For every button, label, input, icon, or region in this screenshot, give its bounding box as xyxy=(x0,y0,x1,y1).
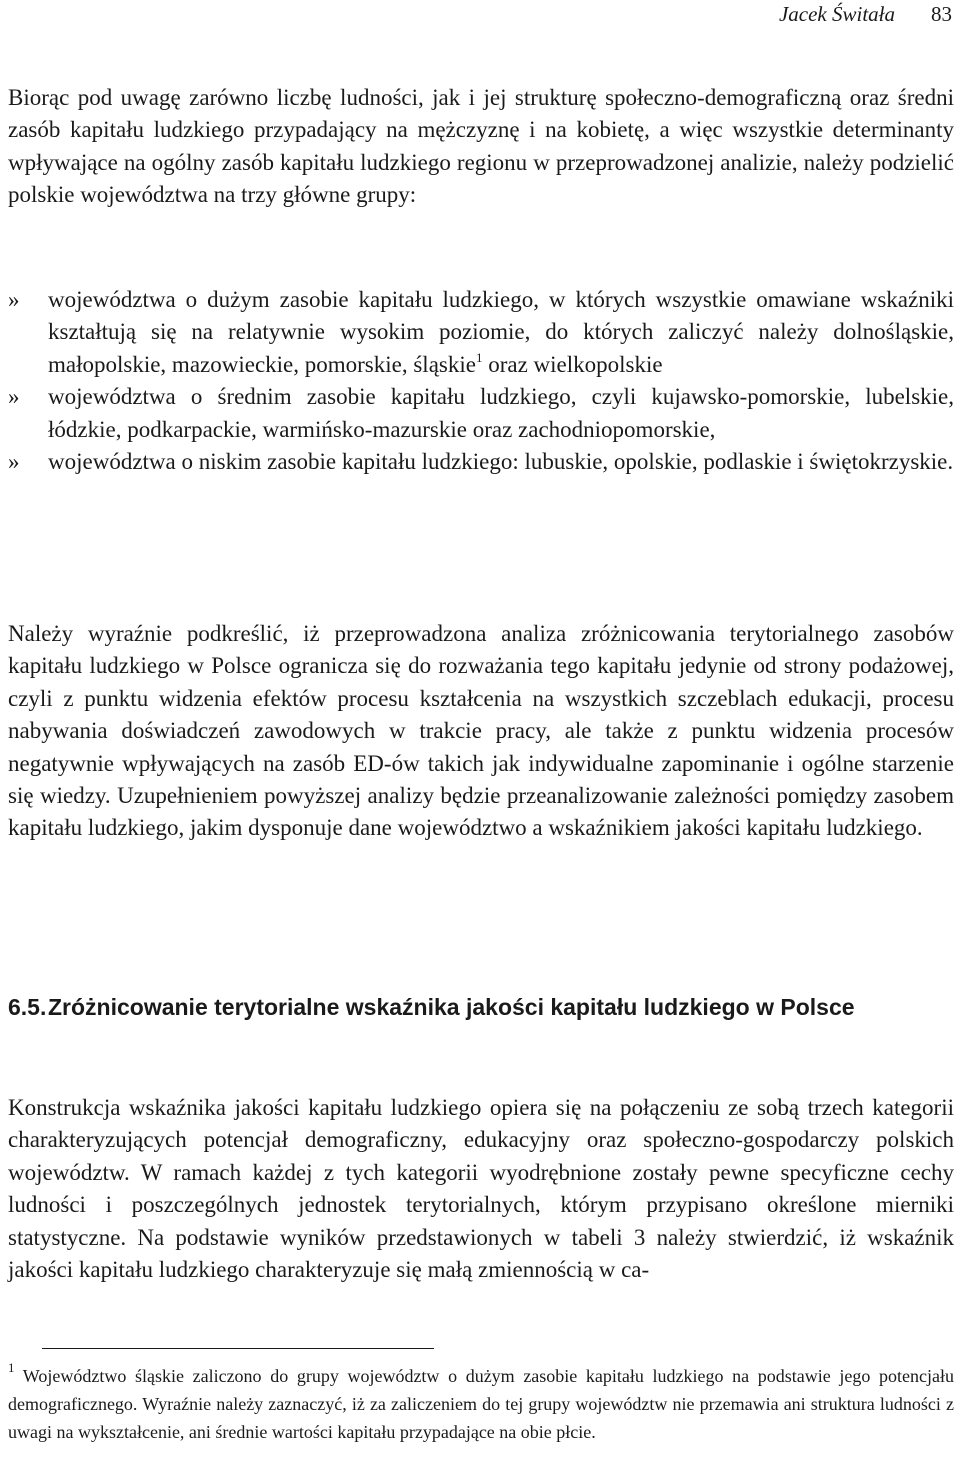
section-number: 6.5. xyxy=(8,994,47,1020)
list-item-text: województwa o dużym zasobie kapitału ludzkiego, w których wszystkie omawiane wskaźniki kształtują się na relatywnie wysokim poziomie, do których zaliczyć należy dolnośląskie, małopolskie, mazowieckie, pomorskie, śląskie xyxy=(48,287,954,377)
body-paragraph-analysis-scope: Należy wyraźnie podkreślić, iż przeprowadzona analiza zróżnicowania terytorialnego zasobów kapitału ludzkiego w Polsce ogranicza się do rozważania tego kapitału jedynie od strony podażowej, czyli z punktu widzenia efektów procesu kształcenia na wszystkich szczeblach edukacji, procesu nabywania doświadczeń zawodowych w trakcie pracy, ale także z punktu widzenia procesów negatywnie wpływających na zasób ED-ów takich jak indywidualne zapominanie i ogólne starzenie się wiedzy. Uzupełnieniem powyższej analizy będzie przeanalizowanie zależności pomiędzy zasobem kapitału ludzkiego, jakim dysponuje dane województwo a wskaźnikiem jakości kapitału ludzkiego. xyxy=(8,621,954,841)
footnote-number: 1 xyxy=(8,1360,15,1375)
list-item xyxy=(8,446,954,478)
list-item xyxy=(8,284,954,381)
bullet-marker: » xyxy=(8,384,20,410)
page-number: 83 xyxy=(931,2,952,26)
body-paragraph-intro: Biorąc pod uwagę zarówno liczbę ludności, jak i jej strukturę społeczno-demograficzną oraz średni zasób kapitału ludzkiego przypadający na mężczyznę i na kobietę, a więc wszystkie determinanty wpływające na ogólny zasób kapitału ludzkiego regionu w przeprowadzonej analizie, należy podzielić polskie województwa na trzy główne grupy: xyxy=(8,85,954,208)
footnote-text: Województwo śląskie zaliczono do grupy województw o dużym zasobie kapitału ludzkiego na podstawie jego potencjału demograficznego. Wyraźnie należy zaznaczyć, iż za zaliczeniem do tej grupy województw nie przemawia ani struktura ludności z uwagi na wykształcenie, ani średnie wartości kapitału przypadające na obie płcie. xyxy=(8,1366,954,1442)
footnote xyxy=(8,1360,954,1446)
bullet-marker: » xyxy=(8,287,20,312)
body-paragraph-index-construction: Konstrukcja wskaźnika jakości kapitału ludzkiego opiera się na połączeniu ze sobą trzech kategorii charakteryzujących potencjał demograficzny, edukacyjny oraz społeczno-gospodarczy polskich województw. W ramach każdej z tych kategorii wyodrębnione zostały pewne specyficzne cechy ludności i poszczególnych jednostek terytorialnych, którym przypisano określone mierniki statystyczne. Na podstawie wyników przedstawionych w tabeli 3 należy stwierdzić, iż wskaźnik jakości kapitału ludzkiego charakteryzuje się małą zmiennością w ca- xyxy=(8,1095,954,1283)
footnote-divider xyxy=(42,1348,434,1349)
section-title: Zróżnicowanie terytorialne wskaźnika jakości kapitału ludzkiego w Polsce xyxy=(48,994,855,1020)
list-item-text: województwa o średnim zasobie kapitału ludzkiego, czyli kujawsko-pomorskie, lubelskie, łódzkie, podkarpackie, warmińsko-mazurskie oraz zachodniopomorskie, xyxy=(48,384,954,442)
section-heading xyxy=(8,990,954,1024)
province-groups-list xyxy=(8,284,954,478)
list-item-text: województwa o niskim zasobie kapitału ludzkiego: lubuskie, opolskie, podlaskie i świętokrzyskie. xyxy=(48,449,954,475)
running-header xyxy=(779,2,952,27)
bullet-marker: » xyxy=(8,449,20,475)
footnote-reference: 1 xyxy=(475,349,483,365)
list-item-text-continued: oraz wielkopolskie xyxy=(482,351,663,377)
header-author: Jacek Świtała xyxy=(778,2,895,26)
list-item xyxy=(8,381,954,446)
